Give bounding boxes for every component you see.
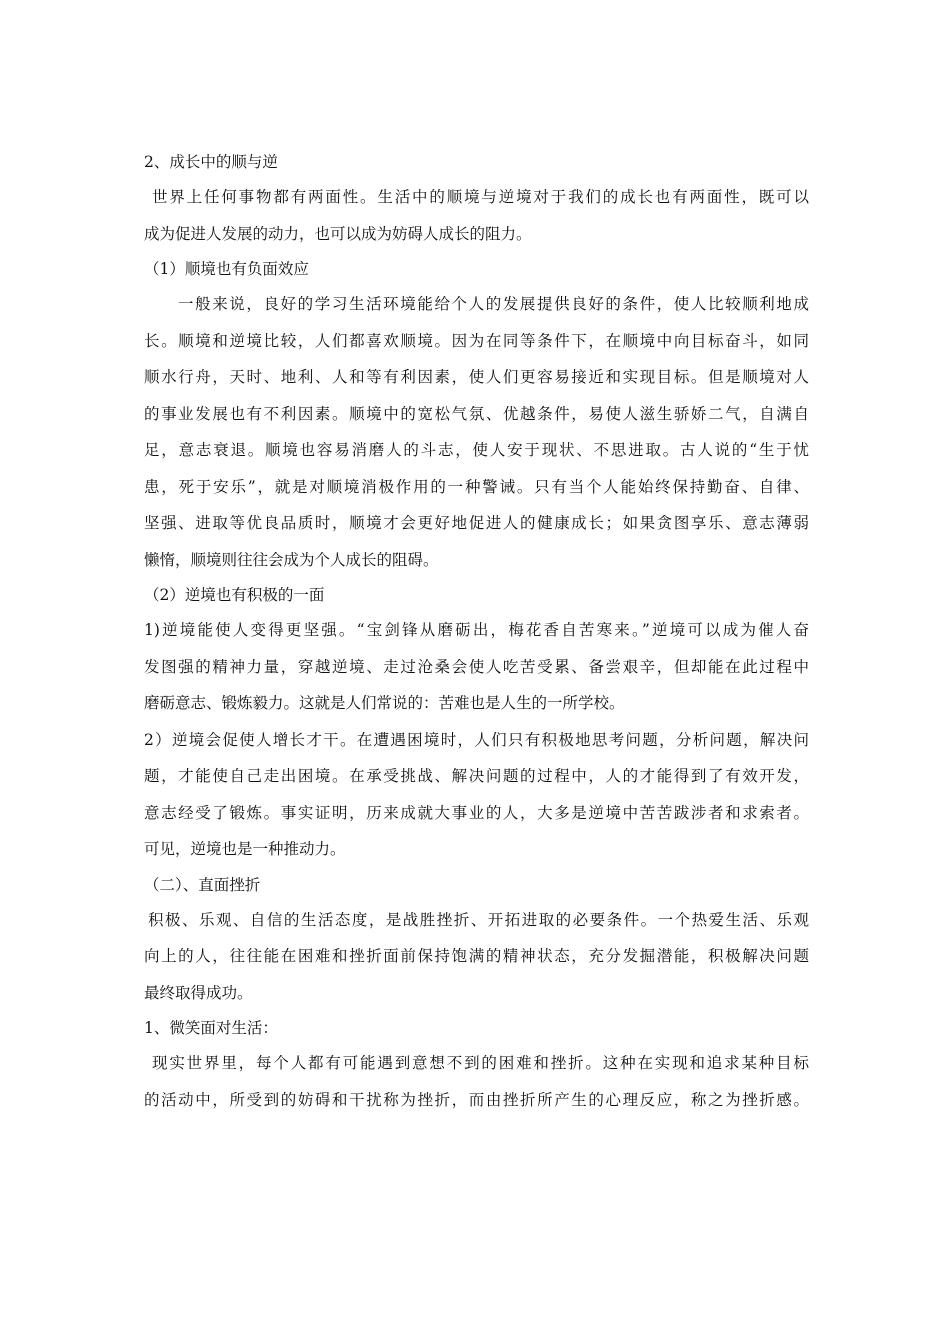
paragraph-line: 磨砺意志、锻炼毅力。这就是人们常说的：苦难也是人生的一所学校。: [144, 694, 625, 712]
paragraph-line: 发图强的精神力量，穿越逆境、走过沧桑会使人吃苦受累、备尝艰辛，但却能在此过程中: [144, 657, 809, 676]
paragraph-line: 题，才能使自己走出困境。在承受挑战、解决问题的过程中，人的才能得到了有效开发，: [144, 767, 809, 785]
subheading-favorable: （1）顺境也有负面效应: [144, 260, 309, 278]
paragraph-line: 1)逆境能使人变得更坚强。“宝剑锋从磨砺出，梅花香自苦寒来。”逆境可以成为催人奋: [144, 621, 809, 639]
paragraph-line: 世界上任何事物都有两面性。生活中的顺境与逆境对于我们的成长也有两面性，既可以: [152, 188, 809, 206]
paragraph-line: 积极、乐观、自信的生活态度，是战胜挫折、开拓进取的必要条件。一个热爱生活、乐观: [148, 910, 809, 929]
paragraph-line: 顺水行舟，天时、地利、人和等有利因素，使人们更容易接近和实现目标。但是顺境对人: [144, 368, 809, 386]
paragraph-line: 长。顺境和逆境比较，人们都喜欢顺境。因为在同等条件下，在顺境中向目标奋斗，如同: [144, 331, 809, 350]
paragraph-line: 现实世界里，每个人都有可能遇到意想不到的困难和挫折。这种在实现和追求某种目标: [152, 1054, 809, 1072]
document-body: [144, 145, 809, 1118]
paragraph-line: 坚强、进取等优良品质时，顺境才会更好地促进人的健康成长；如果贪图享乐、意志薄弱: [144, 514, 809, 532]
paragraph-line: 的活动中，所受到的妨碍和干扰称为挫折，而由挫折所产生的心理反应，称之为挫折感。: [144, 1090, 809, 1109]
paragraph-line: 意志经受了锻炼。事实证明，历来成就大事业的人，大多是逆境中苦苦跋涉者和求索者。: [144, 803, 809, 822]
section-heading-frustration: （二）、直面挫折: [144, 875, 261, 894]
section-heading-growth: 2、成长中的顺与逆: [144, 153, 278, 171]
paragraph-line: 的事业发展也有不利因素。顺境中的宽松气氛、优越条件，易使人滋生骄娇二气，自满自: [144, 404, 809, 423]
paragraph-line: 向上的人，往往能在困难和挫折面前保持饱满的精神状态，充分发掘潜能，积极解决问题: [144, 947, 809, 965]
paragraph-line: 足，意志衰退。顺境也容易消磨人的斗志，使人安于现状、不思进取。古人说的“生于忧: [144, 441, 809, 459]
paragraph-line: 成为促进人发展的动力，也可以成为妨碍人成长的阻力。: [144, 224, 532, 243]
subheading-smile: 1、微笑面对生活：: [144, 1019, 278, 1037]
paragraph-line: 最终取得成功。: [144, 983, 253, 1002]
paragraph-line: 懒惰，顺境则往往会成为个人成长的阻碍。: [144, 550, 439, 569]
paragraph-line: 可见，逆境也是一种推动力。: [144, 840, 346, 858]
subheading-adversity: （2）逆境也有积极的一面: [144, 586, 325, 604]
paragraph-line: 2）逆境会促使人增长才干。在遭遇困境时，人们只有积极地思考问题，分析问题，解决问: [144, 730, 809, 749]
paragraph-line: 一般来说，良好的学习生活环境能给个人的发展提供良好的条件，使人比较顺利地成: [178, 295, 809, 313]
paragraph-line: 患，死于安乐”，就是对顺境消极作用的一种警诫。只有当个人能始终保持勤奋、自律、: [144, 477, 809, 496]
